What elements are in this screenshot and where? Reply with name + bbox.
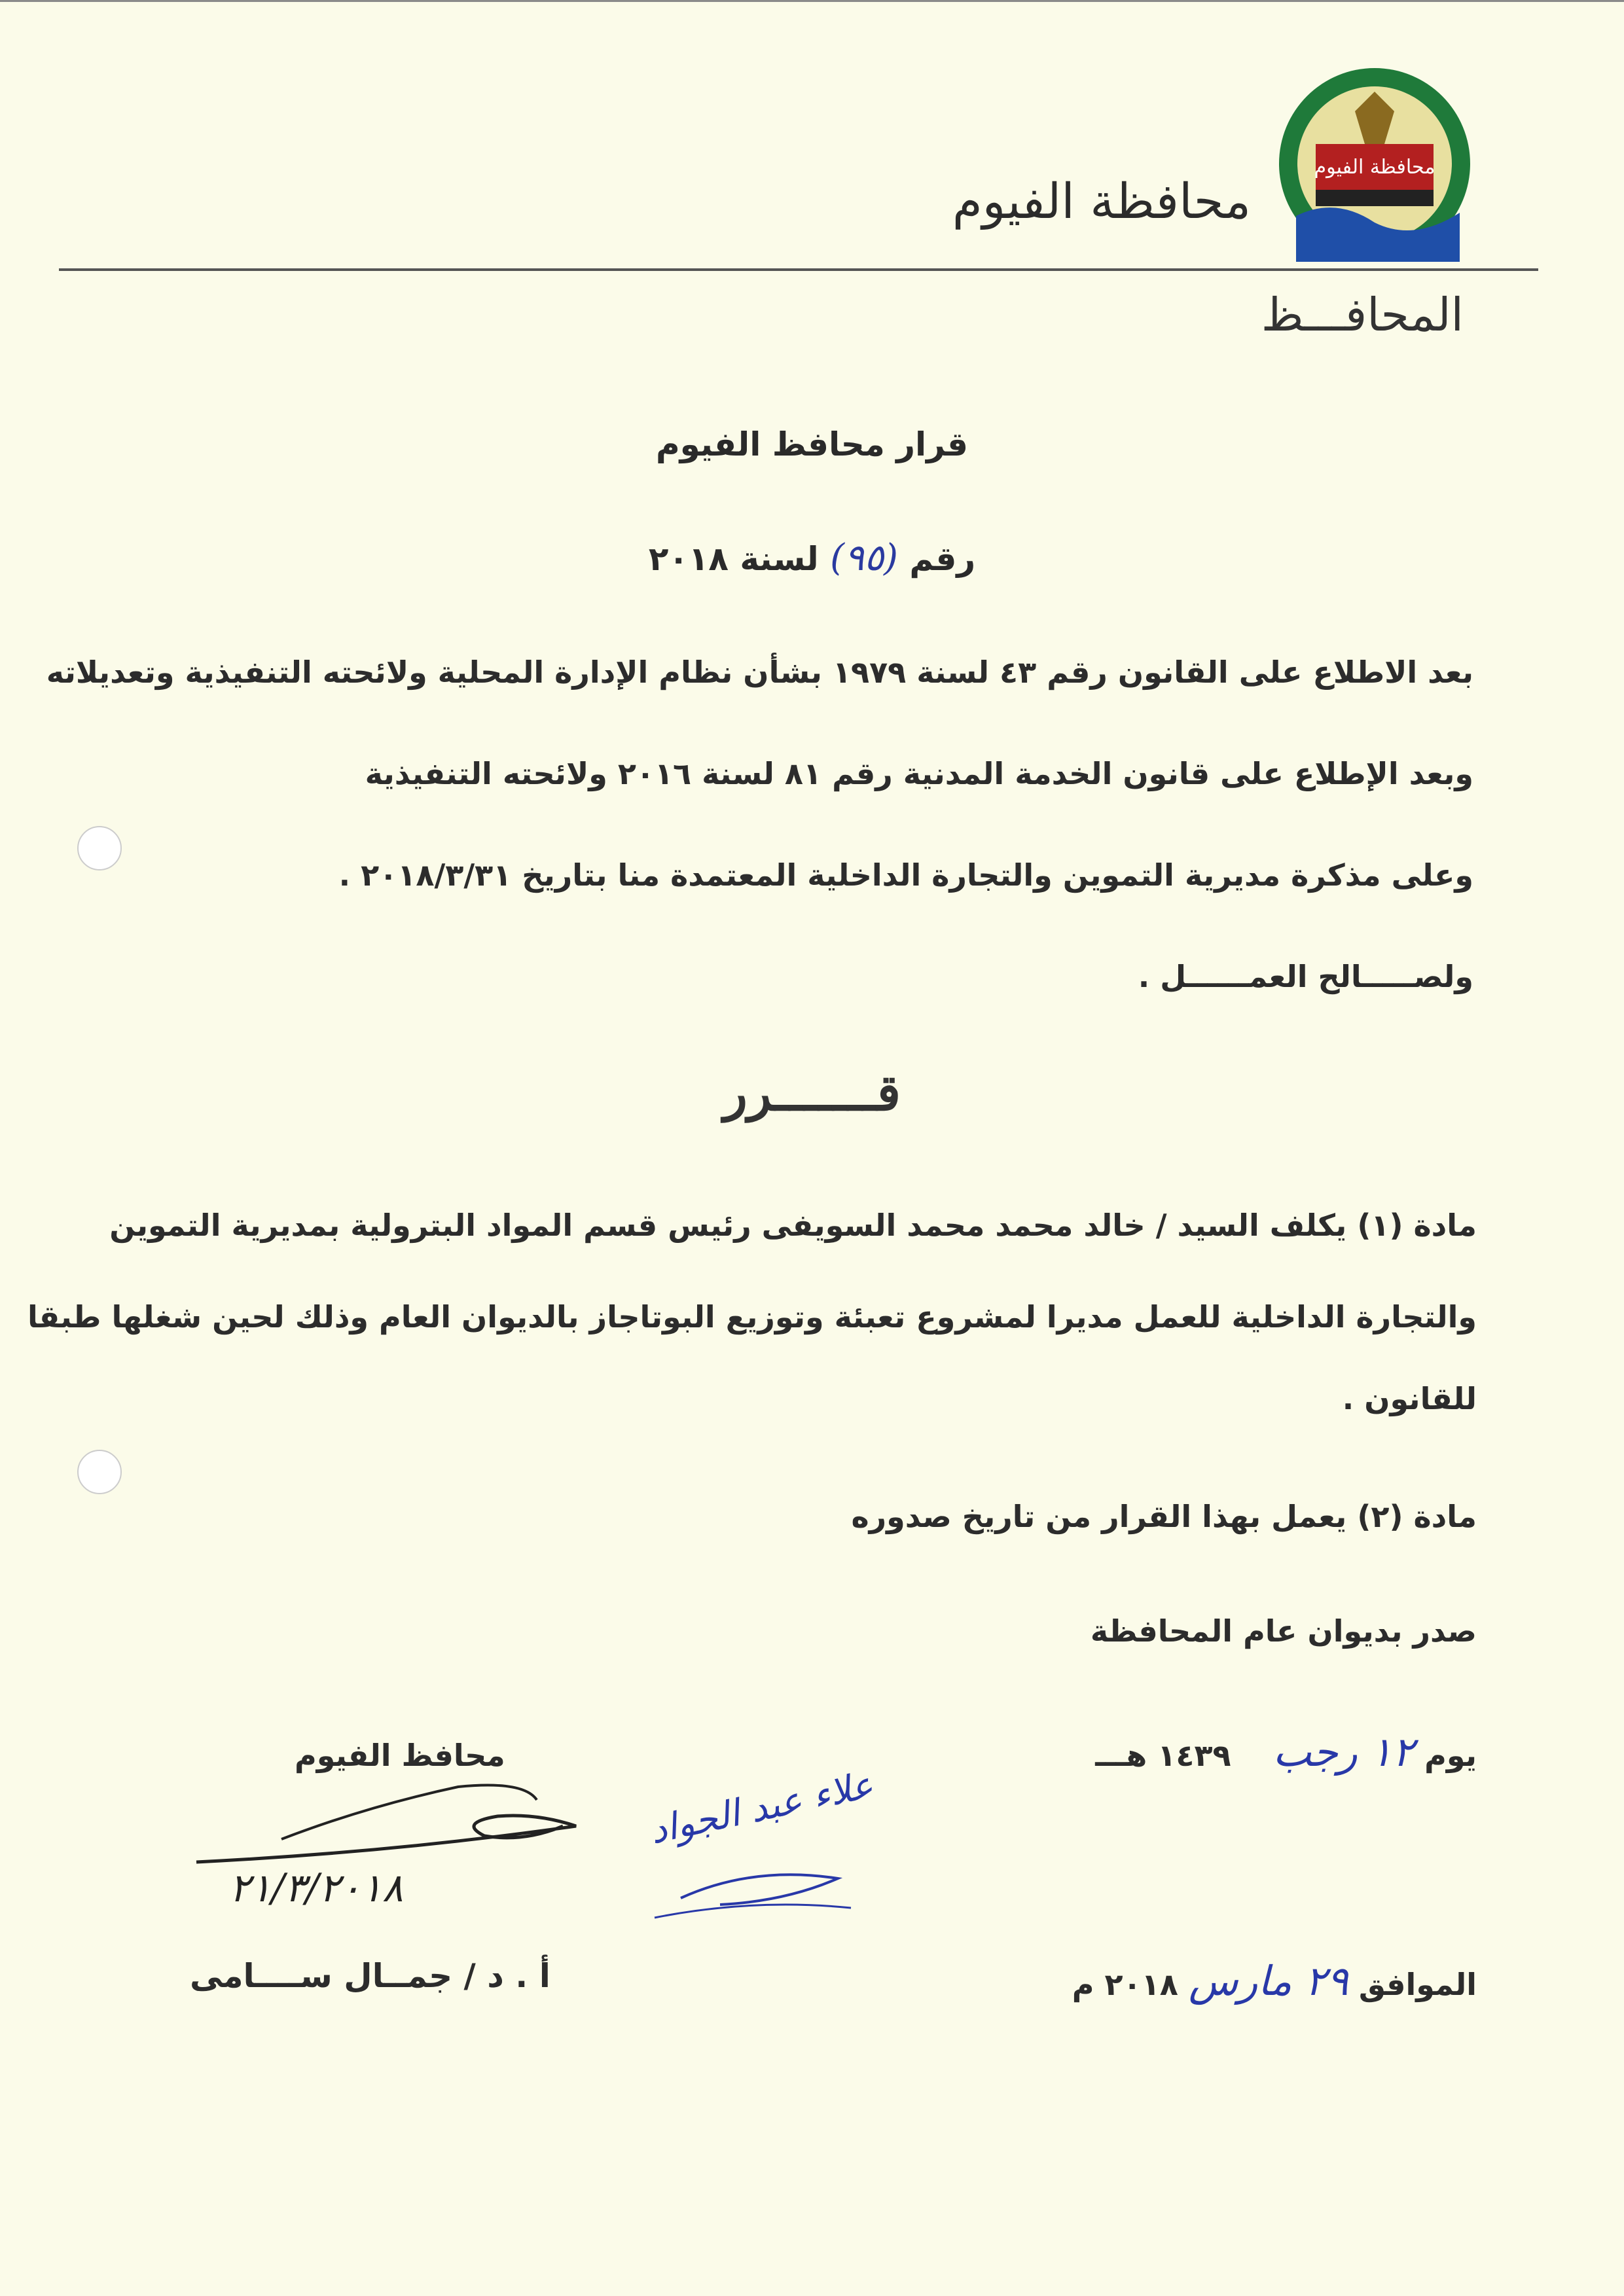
hijri-year: ١٤٣٩ هـــ [1095, 1738, 1231, 1773]
approval-note: علاء عبد الجواد [646, 1763, 877, 1853]
approval-underline [655, 1905, 851, 1918]
hijri-prefix: يوم [1424, 1738, 1477, 1773]
approval-signature [681, 1874, 838, 1905]
decree-number-prefix: رقم [909, 540, 976, 578]
preamble-line: بعد الاطلاع على القانون رقم ٤٣ لسنة ١٩٧٩ بشأن نظام الإدارة المحلية ولائحته التنفيذية وتعديلاته [46, 655, 1473, 690]
greg-handwritten: ٢٩ مارس [1188, 1957, 1348, 2005]
article-2: مادة (٢) يعمل بهذا القرار من تاريخ صدوره [851, 1499, 1477, 1534]
hijri-handwritten: ١٢ رجب [1272, 1728, 1415, 1776]
signatory-name: أ . د / جمــال ســــامى [190, 1957, 550, 1995]
office-title: المحافـــظ [1261, 288, 1464, 342]
governorate-name: محافظة الفيوم [952, 173, 1251, 230]
signatory-title: محافظ الفيوم [295, 1738, 505, 1773]
issued-at: صدر بديوان عام المحافظة [1090, 1613, 1477, 1649]
punch-hole [77, 1450, 122, 1494]
article-1-line: مادة (١) يكلف السيد / خالد محمد محمد السويفى رئيس قسم المواد البترولية بمديرية التموين [109, 1208, 1477, 1243]
article-1-line: للقانون . [1342, 1381, 1477, 1416]
greg-prefix: الموافق [1358, 1967, 1477, 2002]
governor-signature-flourish [281, 1785, 537, 1840]
logo-text: محافظة الفيوم [1314, 156, 1435, 179]
article-1-line: والتجارة الداخلية للعمل مديرا لمشروع تعبئة وتوزيع البوتاجاز بالديوان العام وذلك لحين شغلها طبقا [27, 1299, 1477, 1335]
preamble-line: وبعد الإطلاع على قانون الخدمة المدنية رقم ٨١ لسنة ٢٠١٦ ولائحته التنفيذية [365, 756, 1473, 791]
signature-handwritten-date: ٢١/٣/٢٠١٨ [229, 1865, 404, 1911]
preamble-line: ولصـــــالح العمــــــل . [1138, 959, 1473, 994]
decree-number-suffix: لسنة ٢٠١٨ [648, 540, 819, 578]
decides-heading: قـــــــرر [723, 1064, 901, 1122]
decree-number-handwritten: (٩٥) [830, 537, 898, 579]
preamble-line: وعلى مذكرة مديرية التموين والتجارة الداخلية المعتمدة منا بتاريخ ٢٠١٨/٣/٣١ . [338, 857, 1473, 893]
decree-title: قرار محافظ الفيوم [656, 425, 968, 463]
governor-signature [196, 1816, 576, 1862]
punch-hole [77, 826, 122, 870]
greg-year: ٢٠١٨ م [1072, 1967, 1178, 2002]
